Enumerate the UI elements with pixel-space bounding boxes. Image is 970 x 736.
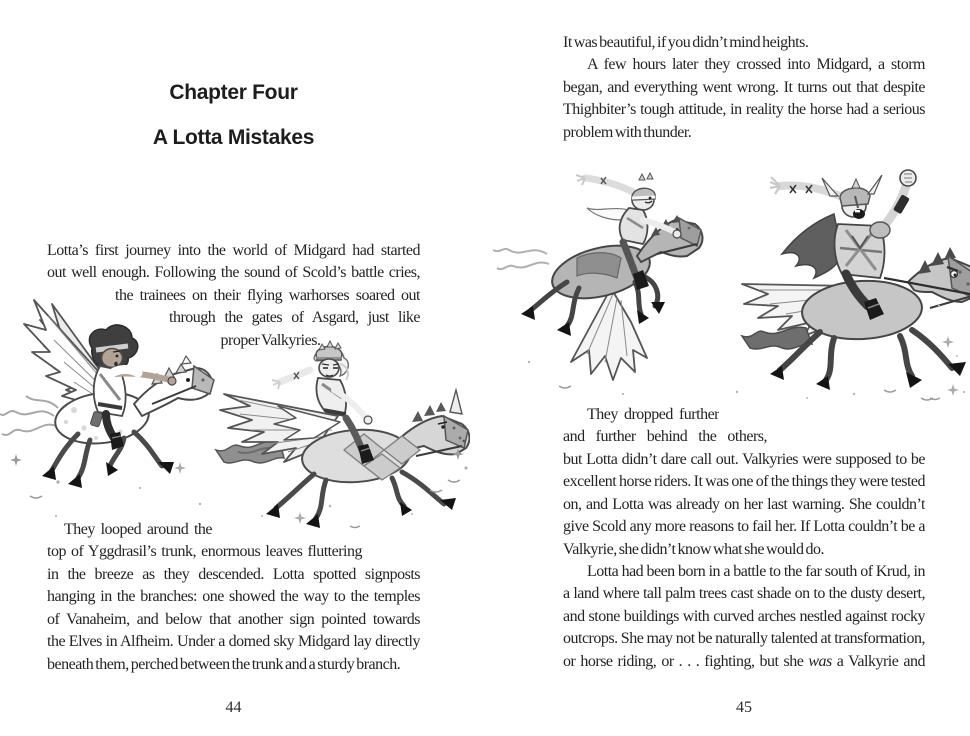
text-line: give Scold any more reasons to fail her. If Lotta couldn’t be a xyxy=(563,518,925,536)
text-line: through the gates of Asgard, just like xyxy=(169,309,420,327)
text-line: beneath them, perched between the trunk and a sturdy branch. xyxy=(47,655,401,673)
text-line: out well enough. Following the sound of Scold’s battle cries, xyxy=(47,264,420,282)
text-line: the trainees on their flying warhorses soared out xyxy=(115,286,420,304)
text-line: the Elves in Alfheim. Under a domed sky Midgard lay directly xyxy=(47,633,420,651)
text-line: of Vanaheim, and below that another sign pointed towards xyxy=(47,610,420,628)
text-line: and stone buildings with curved arches nestled against rocky xyxy=(563,607,925,625)
chapter-number-heading: Chapter Four xyxy=(169,81,298,104)
text-line: or horse riding, or . . . fighting, but she was a Valkyrie and xyxy=(563,652,925,670)
text-line: Lotta had been born in a battle to the far south of Krud, in xyxy=(587,563,925,580)
text-line: top of Yggdrasil’s trunk, enormous leaves fluttering xyxy=(47,543,362,561)
page-number-left: 44 xyxy=(225,699,242,716)
right-paragraph-3 xyxy=(563,561,925,673)
text-line: in the breeze as they descended. Lotta spotted signposts xyxy=(47,565,420,583)
text-line: a land where tall palm trees cast shade on to the dusty desert, xyxy=(563,585,925,603)
text-line: began, and everything went wrong. It turns out that despite xyxy=(563,78,925,96)
text-line: problem with thunder. xyxy=(563,123,692,141)
text-line: excellent horse riders. It was one of the things they were tested xyxy=(563,473,925,491)
text-line: and further behind the others, xyxy=(563,428,767,446)
illustration-valkyrie-trainees-flying xyxy=(0,290,470,536)
left-paragraph-2 xyxy=(47,519,420,676)
chapter-title-heading: A Lotta Mistakes xyxy=(152,126,315,149)
text-line: Lotta’s first journey into the world of Midgard had started xyxy=(47,242,420,259)
text-line: It was beautiful, if you didn’t mind heights. xyxy=(563,34,809,51)
right-paragraph-1 xyxy=(563,32,925,144)
right-paragraph-2 xyxy=(563,404,925,561)
text-line: but Lotta didn’t dare call out. Valkyries were supposed to be xyxy=(563,450,925,468)
text-line: They looped around the xyxy=(64,521,212,538)
page-number-right: 45 xyxy=(736,699,752,716)
text-line: outcrops. She may not be naturally talented at transformation, xyxy=(563,630,925,648)
text-line: Thighbiter’s tough attitude, in reality the horse had a serious xyxy=(563,101,925,119)
text-line: Valkyrie, she didn’t know what she would do. xyxy=(563,540,824,558)
text-line: They dropped further xyxy=(587,406,719,423)
text-line: hanging in the branches: one showed the way to the temples xyxy=(47,588,420,606)
text-line: proper Valkyries. xyxy=(220,331,321,349)
text-line: A few hours later they crossed into Midgard, a storm xyxy=(587,56,925,74)
illustration-storm-riders xyxy=(487,156,970,406)
text-line: on, and Lotta was already on her last warning. She couldn’t xyxy=(563,495,925,513)
